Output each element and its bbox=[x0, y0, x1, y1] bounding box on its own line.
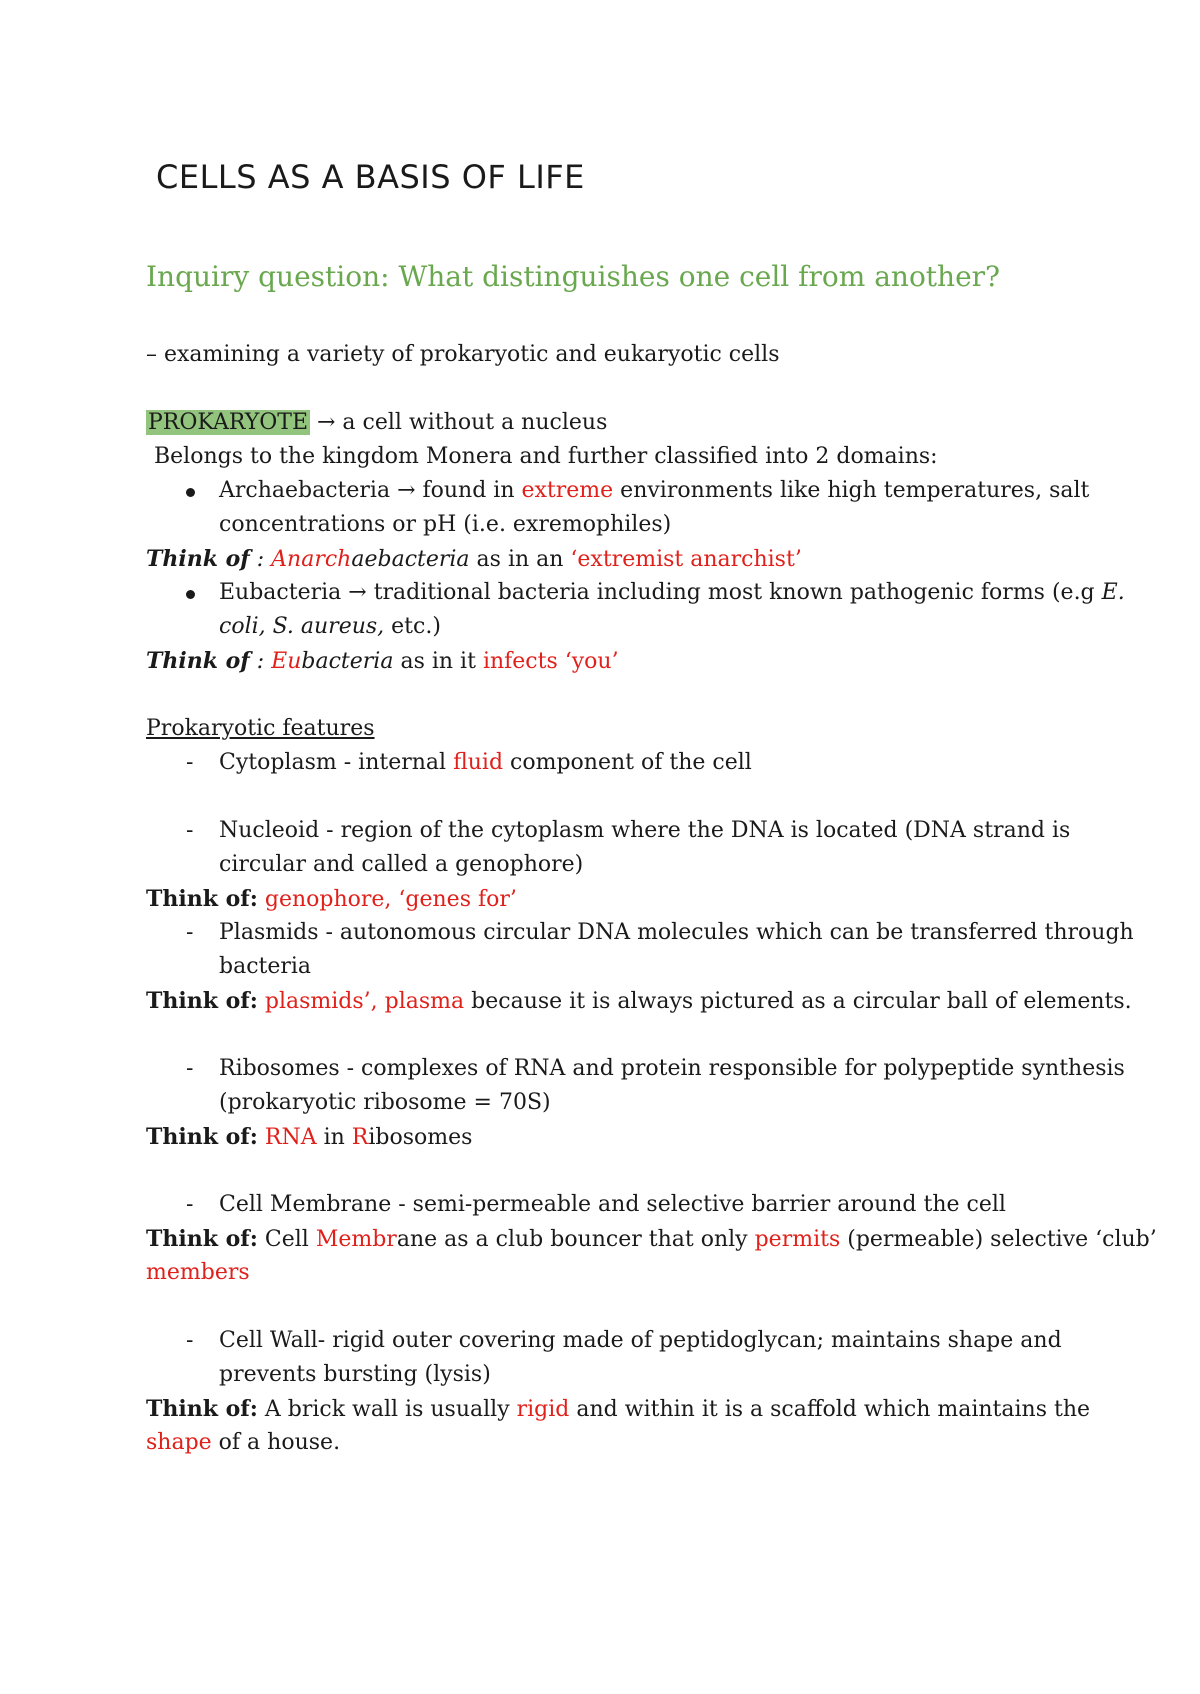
plasmids-line-2: bacteria bbox=[219, 954, 312, 979]
nucleoid-line-2: circular and called a genophore) bbox=[219, 852, 584, 877]
cytoplasm-line bbox=[219, 747, 752, 779]
think-of-membrane-line-1 bbox=[146, 1223, 1157, 1256]
ribosomes-line-2: (prokaryotic ribosome = 70S) bbox=[219, 1090, 551, 1115]
fluid-red-text: fluid bbox=[453, 750, 504, 775]
as-in-it-text: as in it bbox=[393, 649, 483, 674]
think-of-colon: : bbox=[249, 547, 272, 572]
prokaryote-term-highlight: PROKARYOTE bbox=[148, 410, 309, 435]
brick-wall-text: A brick wall is usually bbox=[257, 1397, 517, 1422]
think-of-cell-wall-line-2 bbox=[146, 1427, 340, 1459]
cell-wall-line-2: prevents bursting (lysis) bbox=[219, 1362, 491, 1387]
dash-ribosomes: - bbox=[186, 1056, 194, 1081]
think-of-label: Think of: bbox=[146, 1124, 258, 1150]
page-title: CELLS AS A BASIS OF LIFE bbox=[156, 158, 585, 196]
dash-plasmids: - bbox=[186, 920, 194, 945]
think-of-eubacteria bbox=[146, 645, 619, 678]
prokaryote-definition bbox=[146, 407, 607, 439]
inquiry-question: Inquiry question: What distinguishes one cell from another? bbox=[146, 260, 1001, 293]
extreme-red-text: extreme bbox=[521, 478, 614, 503]
eubacteria-line-1 bbox=[219, 577, 1125, 609]
dash-membrane: - bbox=[186, 1192, 194, 1217]
bullet-archaebacteria bbox=[186, 488, 195, 497]
plasmids-explanation: because it is always pictured as a circular ball of elements. bbox=[464, 989, 1132, 1014]
etc-text: etc.) bbox=[384, 614, 441, 639]
membrane-line: Cell Membrane - semi-permeable and selective barrier around the cell bbox=[219, 1192, 1006, 1217]
dash-nucleoid: - bbox=[186, 818, 194, 843]
eubacteria-line-2 bbox=[219, 611, 441, 643]
think-of-label: Think of: bbox=[146, 988, 258, 1014]
bouncer-text: ane as a club bouncer that only bbox=[396, 1227, 755, 1252]
eubacteria-text: Eubacteria → traditional bacteria including most known pathogenic forms (e.g bbox=[219, 580, 1102, 605]
think-of-genophore bbox=[146, 883, 517, 916]
bullet-eubacteria bbox=[186, 590, 195, 599]
plasmids-line-1: Plasmids - autonomous circular DNA molecules which can be transferred through bbox=[219, 920, 1134, 945]
think-of-colon: : bbox=[249, 649, 272, 674]
think-of-label: Think of: bbox=[146, 886, 258, 912]
anarch-red-text: Anarch bbox=[271, 547, 352, 572]
shape-red-text: shape bbox=[146, 1430, 212, 1455]
in-text: in bbox=[316, 1125, 352, 1150]
members-red-text: members bbox=[146, 1260, 250, 1285]
think-of-label: Think of bbox=[146, 648, 250, 674]
e-coli-italic-1: E. bbox=[1101, 580, 1125, 605]
think-of-plasmids bbox=[146, 985, 1132, 1018]
infects-you-red-text: infects ‘you’ bbox=[482, 649, 619, 674]
think-of-label: Think of: bbox=[146, 1396, 258, 1422]
archaebacteria-text: Archaebacteria → found in bbox=[219, 478, 522, 503]
archaebacteria-text-cont: environments like high temperatures, salt bbox=[613, 478, 1090, 503]
ribosomes-line-1: Ribosomes - complexes of RNA and protein responsible for polypeptide synthesis bbox=[219, 1056, 1125, 1081]
as-in-an-text: as in an bbox=[469, 547, 571, 572]
species-italic: coli, S. aureus, bbox=[219, 614, 385, 639]
permits-red-text: permits bbox=[754, 1227, 841, 1252]
cytoplasm-text-cont: component of the cell bbox=[503, 750, 752, 775]
archaebacteria-line-2: concentrations or pH (i.e. exremophiles) bbox=[219, 512, 672, 537]
extremist-anarchist-red-text: ‘extremist anarchist’ bbox=[570, 547, 802, 572]
r-red-text: R bbox=[351, 1125, 369, 1150]
membr-red-text: Membr bbox=[315, 1227, 397, 1252]
think-of-label: Think of bbox=[146, 546, 250, 572]
think-of-cell-wall-line-1 bbox=[146, 1393, 1090, 1426]
rna-red-text: RNA bbox=[257, 1125, 317, 1150]
prokaryotic-features-heading: Prokaryotic features bbox=[146, 716, 375, 741]
think-of-label: Think of: bbox=[146, 1226, 258, 1252]
cytoplasm-text: Cytoplasm - internal bbox=[219, 750, 454, 775]
cell-wall-line-1: Cell Wall- rigid outer covering made of peptidoglycan; maintains shape and bbox=[219, 1328, 1062, 1353]
prokaryote-definition-text: → a cell without a nucleus bbox=[310, 410, 608, 435]
bacteria-text: bacteria bbox=[301, 649, 394, 674]
ibosomes-text: ibosomes bbox=[368, 1125, 473, 1150]
plasmids-plasma-red-text: plasmids’, plasma bbox=[257, 989, 465, 1014]
selective-club-text: (permeable) selective ‘club’ bbox=[840, 1227, 1157, 1252]
rigid-red-text: rigid bbox=[516, 1397, 570, 1422]
of-a-house-text: of a house. bbox=[211, 1430, 341, 1455]
genophore-red-text: genophore, ‘genes for’ bbox=[257, 887, 517, 912]
cell-text: Cell bbox=[257, 1227, 316, 1252]
archaebacteria-line-1 bbox=[219, 475, 1089, 507]
eu-red-text: Eu bbox=[271, 649, 302, 674]
dash-cell-wall: - bbox=[186, 1328, 194, 1353]
nucleoid-line-1: Nucleoid - region of the cytoplasm where the DNA is located (DNA strand is bbox=[219, 818, 1071, 843]
intro-line: – examining a variety of prokaryotic and eukaryotic cells bbox=[146, 342, 780, 367]
scaffold-text: and within it is a scaffold which maintains the bbox=[569, 1397, 1091, 1422]
think-of-anarchaebacteria bbox=[146, 543, 802, 576]
think-of-ribosomes bbox=[146, 1121, 472, 1154]
kingdom-line: Belongs to the kingdom Monera and further classified into 2 domains: bbox=[154, 444, 938, 469]
aebacteria-text: aebacteria bbox=[351, 547, 470, 572]
dash-cytoplasm: - bbox=[186, 750, 194, 775]
